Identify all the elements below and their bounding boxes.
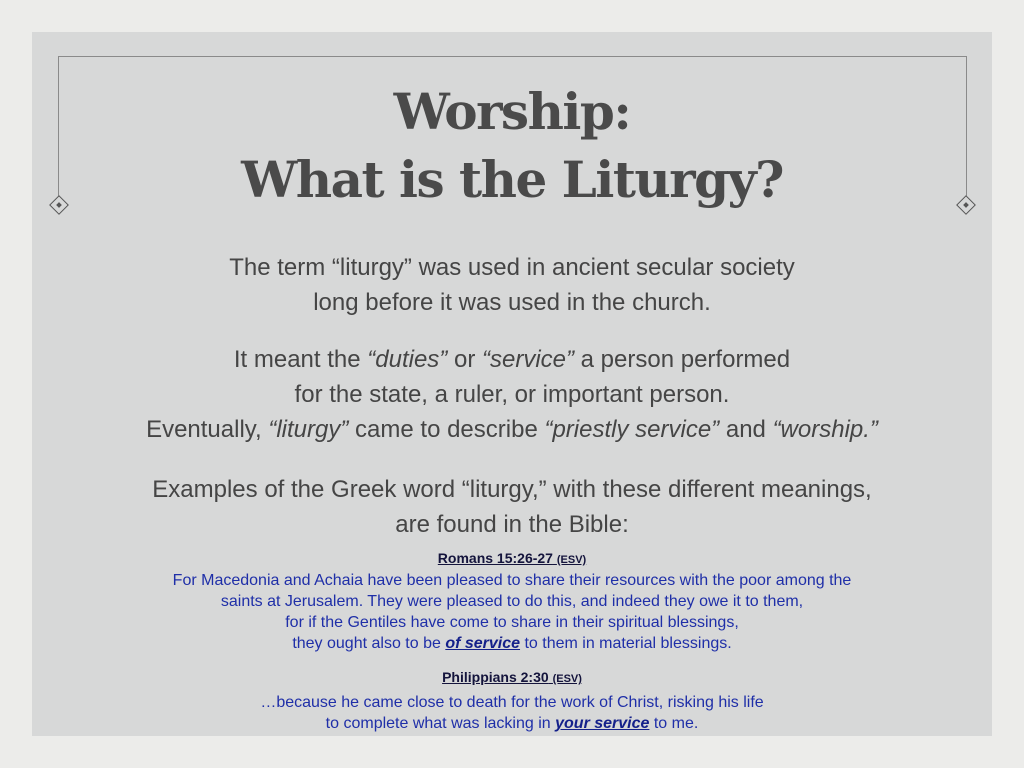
philippians-verse: [0, 692, 1024, 734]
your-service-emphasis: your service: [555, 715, 650, 732]
intro-line-2: long before it was used in the church.: [313, 289, 711, 316]
meaning-paragraph: [0, 342, 1024, 447]
meaning-text: came to describe: [348, 416, 545, 443]
slide-title: [0, 78, 1024, 214]
meaning-text: and: [719, 416, 773, 443]
verse-text: to me.: [649, 715, 699, 732]
romans-line-2: saints at Jerusalem. They were pleased to do this, and indeed they owe it to them,: [220, 593, 804, 610]
priestly-service-term: “priestly service”: [544, 416, 720, 443]
examples-paragraph: [0, 472, 1024, 542]
liturgy-term: “liturgy”: [268, 416, 349, 443]
intro-line-1: The term “liturgy” was used in ancient secular society: [229, 254, 795, 281]
romans-line-3: for if the Gentiles have come to share in their spiritual blessings,: [285, 614, 739, 631]
intro-paragraph: [0, 250, 1024, 320]
verse-text: to them in material blessings.: [520, 635, 732, 652]
romans-version: (ESV): [556, 554, 587, 566]
romans-reference: [0, 550, 1024, 566]
romans-verse: [0, 570, 1024, 654]
title-line-2: What is the Liturgy?: [241, 150, 783, 209]
worship-term: “worship.”: [772, 416, 878, 443]
meaning-line-2: for the state, a ruler, or important person.: [294, 381, 730, 408]
philippians-reference: [0, 669, 1024, 685]
meaning-text: a person performed: [574, 346, 791, 373]
philippians-line-2: [0, 713, 1024, 734]
romans-ref-label: Romans 15:26-27: [437, 550, 553, 566]
of-service-emphasis: of service: [445, 635, 521, 652]
meaning-text: or: [447, 346, 482, 373]
meaning-line-1: [0, 342, 1024, 377]
frame-top-rule: [58, 56, 966, 57]
verse-text: to complete what was lacking in: [325, 715, 556, 732]
verse-text: they ought also to be: [292, 635, 446, 652]
meaning-text: Eventually,: [146, 416, 269, 443]
examples-line-2: are found in the Bible:: [395, 511, 629, 538]
examples-line-1: Examples of the Greek word “liturgy,” with these different meanings,: [152, 476, 872, 503]
title-line-1: Worship:: [393, 82, 631, 141]
philippians-ref-label: Philippians 2:30: [442, 669, 549, 685]
philippians-line-1: …because he came close to death for the work of Christ, risking his life: [260, 694, 764, 711]
meaning-line-3: [0, 412, 1024, 447]
duties-term: “duties”: [367, 346, 448, 373]
service-term: “service”: [481, 346, 574, 373]
romans-line-4: [0, 633, 1024, 654]
philippians-version: (ESV): [552, 673, 582, 685]
romans-line-1: For Macedonia and Achaia have been pleased to share their resources with the poor among the: [172, 572, 852, 589]
meaning-text: It meant the: [233, 346, 368, 373]
